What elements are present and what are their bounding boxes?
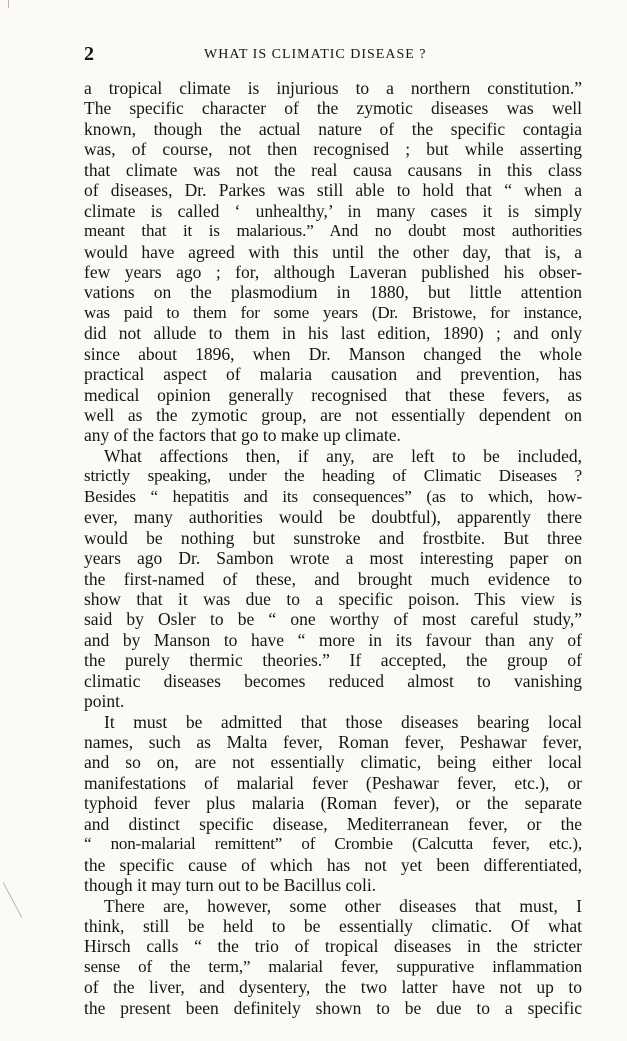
margin-mark	[8, 0, 9, 8]
text-line: the purely thermic theories.” If accepted, the group of	[84, 650, 582, 671]
text-line: climate is called ‘ unhealthy,’ in many cases it is simply	[84, 200, 582, 221]
text-line: The specific character of the zymotic diseases was well	[84, 98, 582, 119]
text-line: typhoid fever plus malaria (Roman fever), or the separate	[84, 793, 582, 814]
text-line: medical opinion generally recognised that these fevers, as	[84, 384, 582, 405]
text-line: Hirsch calls “ the trio of tropical diseases in the stricter	[84, 936, 582, 957]
page-number: 2	[84, 43, 94, 65]
text-line: though it may turn out to be Bacillus coli.	[84, 875, 377, 896]
text-line: of diseases, Dr. Parkes was still able to hold that “ when a	[84, 180, 582, 201]
text-line: and by Manson to have “ more in its favour than any of	[84, 629, 582, 650]
text-line: point.	[84, 691, 125, 712]
text-line: It must be admitted that those diseases bearing local	[104, 711, 582, 732]
text-line: that climate was not the real causa causans in this class	[84, 159, 582, 180]
text-line: strictly speaking, under the heading of Climatic Diseases ?	[84, 466, 582, 486]
text-line: names, such as Malta fever, Roman fever, Peshawar fever,	[84, 732, 582, 752]
text-line: few years ago ; for, although Laveran published his obser-	[84, 261, 582, 282]
text-line: of the liver, and dysentery, the two latter have not up to	[84, 977, 582, 998]
text-line: the first-named of these, and brought much evidence to	[84, 568, 582, 589]
text-line: “ non-malarial remittent” of Crombie (Calcutta fever, etc.),	[84, 834, 582, 854]
text-line: There are, however, some other diseases that must, I	[104, 895, 582, 916]
text-line: known, though the actual nature of the specific contagia	[84, 118, 582, 139]
text-line: well as the zymotic group, are not essentially dependent on	[84, 405, 582, 425]
text-line: sense of the term,” malarial fever, suppurative inflammation	[84, 956, 582, 976]
text-line: a tropical climate is injurious to a northern constitution.”	[84, 78, 582, 98]
text-line: any of the factors that go to make up climate.	[84, 425, 401, 446]
text-line: climatic diseases becomes reduced almost to vanishing	[84, 670, 582, 691]
text-line: would be nothing but sunstroke and frostbite. But three	[84, 527, 582, 548]
text-line: practical aspect of malaria causation and prevention, has	[84, 364, 582, 385]
body-text	[84, 78, 582, 1018]
text-line: meant that it is malarious.” And no doubt most authorities	[84, 221, 582, 241]
text-line: Besides “ hepatitis and its consequences” (as to which, how-	[84, 486, 582, 506]
text-line: ever, many authorities would be doubtful), apparently there	[84, 507, 582, 528]
text-line: did not allude to them in his last edition, 1890) ; and only	[84, 323, 582, 344]
text-line: would have agreed with this until the other day, that is, a	[84, 241, 582, 262]
text-line: manifestations of malarial fever (Peshawar fever, etc.), or	[84, 772, 582, 793]
text-line: said by Osler to be “ one worthy of most careful study,”	[84, 609, 582, 630]
text-line: was, of course, not then recognised ; but while asserting	[84, 139, 582, 160]
text-line: the specific cause of which has not yet been differentiated,	[84, 854, 582, 875]
text-line: years ago Dr. Sambon wrote a most interesting paper on	[84, 548, 582, 569]
margin-mark	[3, 882, 23, 918]
text-line: was paid to them for some years (Dr. Bristowe, for instance,	[84, 302, 582, 322]
text-line: show that it was due to a specific poison. This view is	[84, 588, 582, 609]
page-header	[84, 44, 582, 66]
text-line: and so on, are not essentially climatic, being either local	[84, 752, 582, 773]
text-line: vations on the plasmodium in 1880, but little attention	[84, 282, 582, 303]
text-line: think, still be held to be essentially climatic. Of what	[84, 915, 582, 936]
text-line: and distinct specific disease, Mediterranean fever, or the	[84, 813, 582, 834]
text-line: since about 1896, when Dr. Manson changed the whole	[84, 343, 582, 364]
running-head: WHAT IS CLIMATIC DISEASE ?	[204, 47, 427, 62]
text-line: the present been definitely shown to be due to a specific	[84, 997, 582, 1018]
text-line: What affections then, if any, are left to be included,	[104, 445, 582, 466]
